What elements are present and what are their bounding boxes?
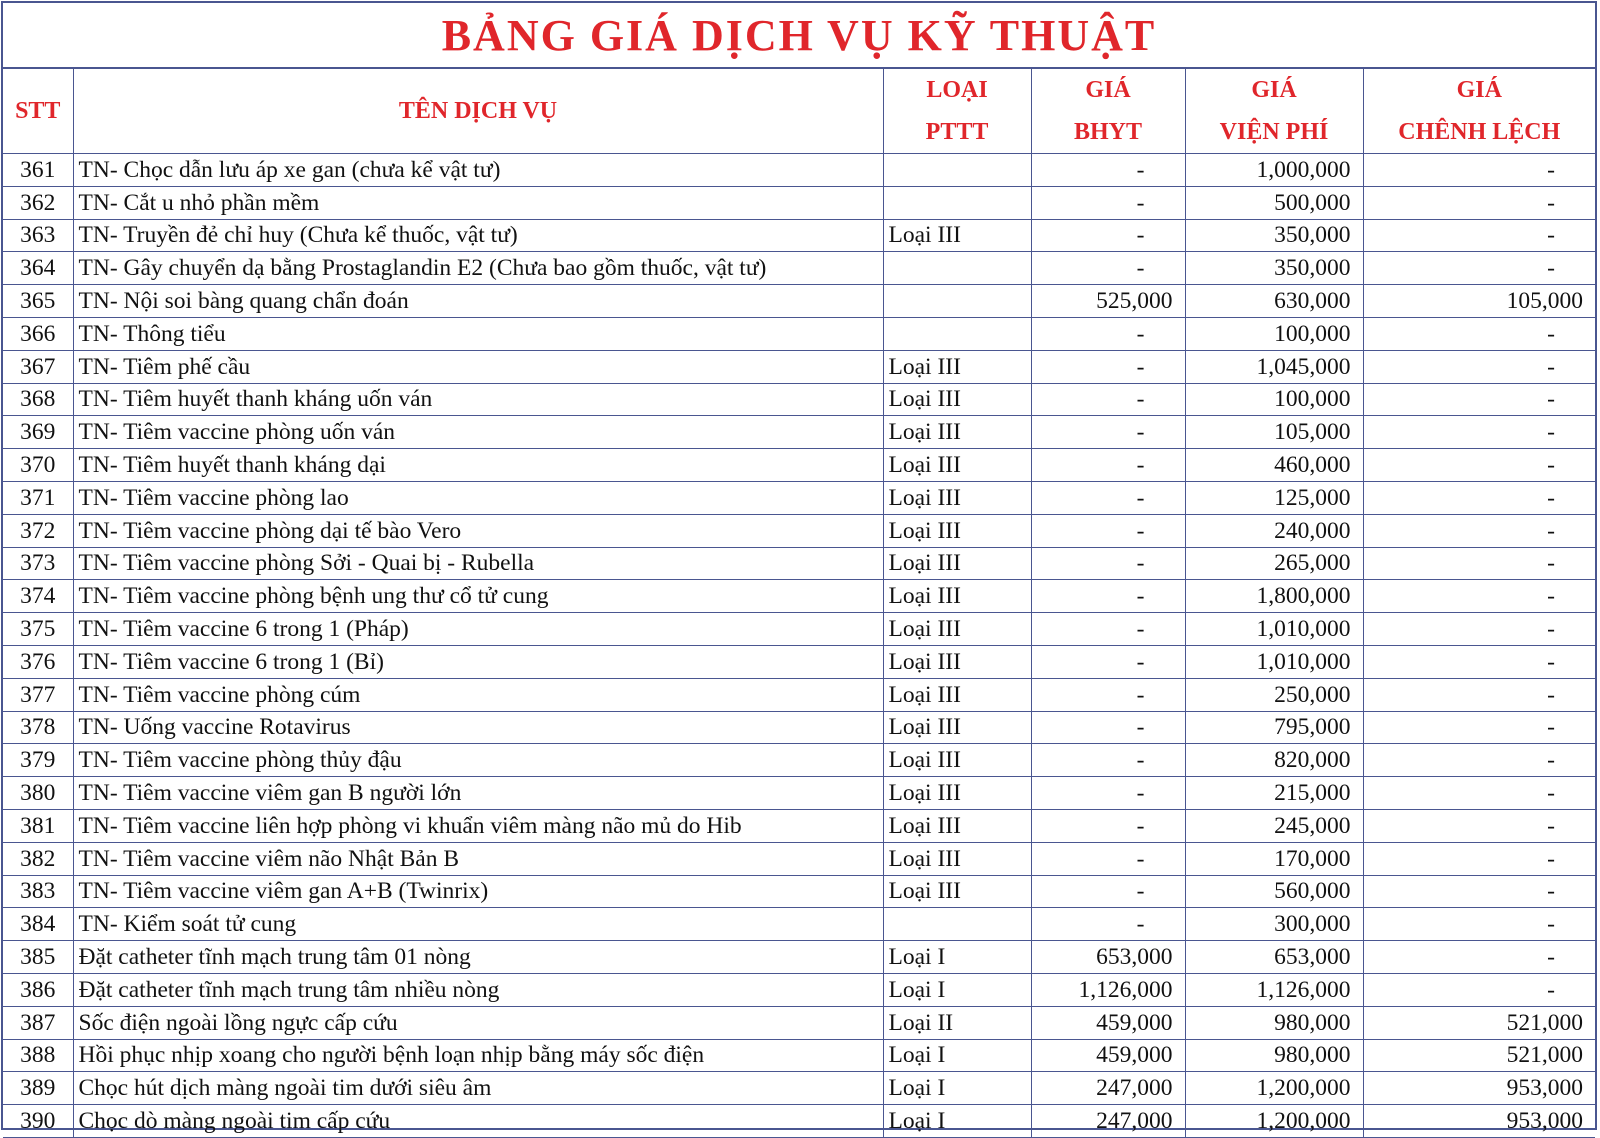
cell-service-name: TN- Tiêm vaccine 6 trong 1 (Pháp)	[73, 613, 883, 646]
cell-price-bhyt: 247,000	[1031, 1105, 1185, 1138]
cell-pttt-type: Loại III	[883, 580, 1031, 613]
cell-pttt-type	[883, 908, 1031, 941]
cell-stt: 384	[3, 908, 73, 941]
table-row	[3, 383, 1595, 416]
cell-stt: 379	[3, 744, 73, 777]
cell-stt: 364	[3, 252, 73, 285]
cell-stt: 390	[3, 1105, 73, 1138]
cell-price-chenhlech: 953,000	[1363, 1072, 1595, 1105]
cell-pttt-type: Loại III	[883, 383, 1031, 416]
cell-stt: 380	[3, 777, 73, 810]
table-row	[3, 875, 1595, 908]
cell-price-bhyt: -	[1031, 678, 1185, 711]
table-row	[3, 645, 1595, 678]
cell-stt: 385	[3, 941, 73, 974]
cell-price-vienphi: 350,000	[1185, 219, 1363, 252]
cell-service-name: TN- Kiểm soát tử cung	[73, 908, 883, 941]
cell-service-name: TN- Tiêm vaccine phòng cúm	[73, 678, 883, 711]
cell-price-bhyt: -	[1031, 219, 1185, 252]
table-row	[3, 481, 1595, 514]
cell-price-chenhlech: -	[1363, 744, 1595, 777]
cell-price-chenhlech: -	[1363, 973, 1595, 1006]
cell-service-name: TN- Tiêm vaccine phòng lao	[73, 481, 883, 514]
cell-price-chenhlech: -	[1363, 547, 1595, 580]
cell-price-bhyt: -	[1031, 580, 1185, 613]
cell-service-name: TN- Chọc dẫn lưu áp xe gan (chưa kể vật tư)	[73, 154, 883, 187]
cell-price-chenhlech: -	[1363, 941, 1595, 974]
cell-price-vienphi: 1,045,000	[1185, 350, 1363, 383]
page-title: BẢNG GIÁ DỊCH VỤ KỸ THUẬT	[3, 3, 1595, 69]
cell-service-name: TN- Tiêm vaccine phòng uốn ván	[73, 416, 883, 449]
header-type	[883, 69, 1031, 154]
cell-stt: 370	[3, 449, 73, 482]
table-row	[3, 1072, 1595, 1105]
cell-service-name: TN- Tiêm huyết thanh kháng dại	[73, 449, 883, 482]
table-row	[3, 908, 1595, 941]
cell-pttt-type: Loại III	[883, 416, 1031, 449]
cell-service-name: Hồi phục nhịp xoang cho người bệnh loạn nhịp bằng máy sốc điện	[73, 1039, 883, 1072]
cell-pttt-type: Loại III	[883, 449, 1031, 482]
cell-stt: 372	[3, 514, 73, 547]
cell-price-chenhlech: -	[1363, 350, 1595, 383]
table-row	[3, 1006, 1595, 1039]
cell-stt: 374	[3, 580, 73, 613]
header-vienphi-line1: GIÁ	[1251, 77, 1297, 103]
cell-price-vienphi: 125,000	[1185, 481, 1363, 514]
cell-price-vienphi: 795,000	[1185, 711, 1363, 744]
cell-stt: 375	[3, 613, 73, 646]
cell-price-bhyt: -	[1031, 842, 1185, 875]
cell-price-bhyt: -	[1031, 186, 1185, 219]
cell-service-name: TN- Tiêm vaccine phòng thủy đậu	[73, 744, 883, 777]
cell-stt: 368	[3, 383, 73, 416]
cell-service-name: TN- Tiêm vaccine viêm não Nhật Bản B	[73, 842, 883, 875]
cell-price-bhyt: -	[1031, 514, 1185, 547]
cell-price-bhyt: -	[1031, 350, 1185, 383]
header-chenhlech-line1: GIÁ	[1456, 77, 1502, 103]
cell-price-vienphi: 980,000	[1185, 1006, 1363, 1039]
cell-price-chenhlech: -	[1363, 875, 1595, 908]
table-row	[3, 580, 1595, 613]
cell-service-name: TN- Tiêm vaccine phòng Sởi - Quai bị - Rubella	[73, 547, 883, 580]
cell-price-chenhlech: 105,000	[1363, 285, 1595, 318]
cell-price-chenhlech: -	[1363, 481, 1595, 514]
cell-price-bhyt: -	[1031, 317, 1185, 350]
cell-pttt-type: Loại I	[883, 941, 1031, 974]
cell-price-bhyt: -	[1031, 481, 1185, 514]
table-row	[3, 973, 1595, 1006]
table-row	[3, 547, 1595, 580]
cell-price-vienphi: 350,000	[1185, 252, 1363, 285]
cell-price-vienphi: 250,000	[1185, 678, 1363, 711]
cell-price-chenhlech: -	[1363, 186, 1595, 219]
table-row	[3, 941, 1595, 974]
cell-pttt-type	[883, 186, 1031, 219]
cell-stt: 378	[3, 711, 73, 744]
cell-pttt-type: Loại III	[883, 645, 1031, 678]
header-bhyt	[1031, 69, 1185, 154]
cell-price-bhyt: -	[1031, 744, 1185, 777]
cell-price-chenhlech: -	[1363, 449, 1595, 482]
cell-price-vienphi: 630,000	[1185, 285, 1363, 318]
cell-stt: 373	[3, 547, 73, 580]
table-row	[3, 186, 1595, 219]
cell-price-bhyt: 459,000	[1031, 1006, 1185, 1039]
cell-price-bhyt: -	[1031, 875, 1185, 908]
cell-pttt-type: Loại III	[883, 613, 1031, 646]
table-row	[3, 285, 1595, 318]
cell-service-name: TN- Tiêm vaccine phòng bệnh ung thư cổ tử cung	[73, 580, 883, 613]
cell-price-chenhlech: -	[1363, 711, 1595, 744]
cell-stt: 366	[3, 317, 73, 350]
cell-service-name: Đặt catheter tĩnh mạch trung tâm 01 nòng	[73, 941, 883, 974]
cell-price-vienphi: 820,000	[1185, 744, 1363, 777]
table-row	[3, 809, 1595, 842]
table-row	[3, 1039, 1595, 1072]
cell-stt: 381	[3, 809, 73, 842]
cell-stt: 383	[3, 875, 73, 908]
cell-pttt-type: Loại III	[883, 842, 1031, 875]
cell-pttt-type: Loại I	[883, 1039, 1031, 1072]
cell-price-bhyt: 459,000	[1031, 1039, 1185, 1072]
header-chenhlech	[1363, 69, 1595, 154]
header-bhyt-line2: BHYT	[1073, 119, 1142, 145]
cell-service-name: Sốc điện ngoài lồng ngực cấp cứu	[73, 1006, 883, 1039]
header-bhyt-line1: GIÁ	[1085, 77, 1131, 103]
cell-service-name: TN- Tiêm vaccine liên hợp phòng vi khuẩn viêm màng não mủ do Hib	[73, 809, 883, 842]
cell-price-vienphi: 1,800,000	[1185, 580, 1363, 613]
cell-price-chenhlech: -	[1363, 317, 1595, 350]
cell-pttt-type: Loại III	[883, 875, 1031, 908]
cell-price-vienphi: 100,000	[1185, 317, 1363, 350]
cell-service-name: TN- Uống vaccine Rotavirus	[73, 711, 883, 744]
cell-price-chenhlech: -	[1363, 842, 1595, 875]
table-row	[3, 252, 1595, 285]
table-row	[3, 842, 1595, 875]
table-row	[3, 711, 1595, 744]
cell-price-chenhlech: -	[1363, 580, 1595, 613]
table-row	[3, 613, 1595, 646]
table-row	[3, 1105, 1595, 1138]
table-row	[3, 678, 1595, 711]
cell-price-vienphi: 1,010,000	[1185, 645, 1363, 678]
cell-stt: 362	[3, 186, 73, 219]
cell-service-name: Chọc hút dịch màng ngoài tim dưới siêu âm	[73, 1072, 883, 1105]
cell-price-chenhlech: -	[1363, 416, 1595, 449]
cell-pttt-type	[883, 252, 1031, 285]
cell-pttt-type: Loại III	[883, 711, 1031, 744]
cell-price-chenhlech: -	[1363, 678, 1595, 711]
cell-stt: 376	[3, 645, 73, 678]
cell-price-chenhlech: -	[1363, 252, 1595, 285]
cell-stt: 367	[3, 350, 73, 383]
cell-pttt-type: Loại III	[883, 219, 1031, 252]
cell-price-bhyt: -	[1031, 547, 1185, 580]
header-row	[3, 69, 1595, 154]
cell-stt: 363	[3, 219, 73, 252]
cell-price-vienphi: 1,010,000	[1185, 613, 1363, 646]
cell-stt: 361	[3, 154, 73, 187]
cell-price-vienphi: 265,000	[1185, 547, 1363, 580]
cell-price-bhyt: -	[1031, 383, 1185, 416]
cell-price-vienphi: 653,000	[1185, 941, 1363, 974]
cell-price-bhyt: 247,000	[1031, 1072, 1185, 1105]
cell-price-chenhlech: -	[1363, 777, 1595, 810]
table-row	[3, 416, 1595, 449]
header-stt: STT	[3, 69, 73, 154]
cell-service-name: TN- Nội soi bàng quang chẩn đoán	[73, 285, 883, 318]
cell-price-chenhlech: -	[1363, 383, 1595, 416]
header-name: TÊN DỊCH VỤ	[73, 69, 883, 154]
cell-price-chenhlech: -	[1363, 908, 1595, 941]
cell-service-name: TN- Gây chuyển dạ bằng Prostaglandin E2 (Chưa bao gồm thuốc, vật tư)	[73, 252, 883, 285]
cell-stt: 377	[3, 678, 73, 711]
cell-pttt-type: Loại I	[883, 1072, 1031, 1105]
table-row	[3, 449, 1595, 482]
cell-price-vienphi: 245,000	[1185, 809, 1363, 842]
price-table	[3, 69, 1595, 1138]
cell-service-name: TN- Truyền đẻ chỉ huy (Chưa kể thuốc, vật tư)	[73, 219, 883, 252]
cell-pttt-type: Loại III	[883, 547, 1031, 580]
cell-price-bhyt: 525,000	[1031, 285, 1185, 318]
cell-price-chenhlech: -	[1363, 219, 1595, 252]
cell-service-name: Chọc dò màng ngoài tim cấp cứu	[73, 1105, 883, 1138]
cell-price-bhyt: -	[1031, 645, 1185, 678]
cell-price-vienphi: 1,200,000	[1185, 1072, 1363, 1105]
cell-price-chenhlech: -	[1363, 809, 1595, 842]
cell-stt: 389	[3, 1072, 73, 1105]
table-row	[3, 219, 1595, 252]
header-type-line2: PTTT	[925, 119, 989, 145]
table-row	[3, 514, 1595, 547]
cell-stt: 369	[3, 416, 73, 449]
cell-pttt-type: Loại III	[883, 678, 1031, 711]
cell-price-chenhlech: -	[1363, 613, 1595, 646]
header-chenhlech-line2: CHÊNH LỆCH	[1398, 119, 1561, 145]
cell-price-vienphi: 460,000	[1185, 449, 1363, 482]
cell-stt: 382	[3, 842, 73, 875]
table-row	[3, 777, 1595, 810]
cell-price-vienphi: 500,000	[1185, 186, 1363, 219]
cell-price-bhyt: 1,126,000	[1031, 973, 1185, 1006]
price-sheet	[1, 1, 1597, 1134]
cell-price-bhyt: -	[1031, 416, 1185, 449]
header-type-line1: LOẠI	[926, 77, 988, 103]
cell-price-vienphi: 560,000	[1185, 875, 1363, 908]
cell-service-name: Đặt catheter tĩnh mạch trung tâm nhiều nòng	[73, 973, 883, 1006]
cell-price-bhyt: -	[1031, 613, 1185, 646]
cell-pttt-type: Loại III	[883, 809, 1031, 842]
table-row	[3, 317, 1595, 350]
cell-price-vienphi: 1,000,000	[1185, 154, 1363, 187]
cell-price-vienphi: 105,000	[1185, 416, 1363, 449]
header-vienphi-line2: VIỆN PHÍ	[1219, 119, 1329, 145]
cell-stt: 388	[3, 1039, 73, 1072]
cell-service-name: TN- Tiêm vaccine viêm gan A+B (Twinrix)	[73, 875, 883, 908]
cell-stt: 365	[3, 285, 73, 318]
cell-price-vienphi: 215,000	[1185, 777, 1363, 810]
cell-pttt-type: Loại I	[883, 973, 1031, 1006]
cell-service-name: TN- Thông tiểu	[73, 317, 883, 350]
cell-price-chenhlech: 521,000	[1363, 1039, 1595, 1072]
cell-pttt-type: Loại III	[883, 744, 1031, 777]
table-row	[3, 350, 1595, 383]
cell-price-bhyt: -	[1031, 809, 1185, 842]
cell-price-bhyt: -	[1031, 908, 1185, 941]
cell-service-name: TN- Tiêm vaccine phòng dại tế bào Vero	[73, 514, 883, 547]
cell-price-vienphi: 170,000	[1185, 842, 1363, 875]
cell-pttt-type: Loại III	[883, 350, 1031, 383]
cell-price-vienphi: 300,000	[1185, 908, 1363, 941]
cell-price-bhyt: 653,000	[1031, 941, 1185, 974]
cell-price-bhyt: -	[1031, 154, 1185, 187]
cell-price-vienphi: 980,000	[1185, 1039, 1363, 1072]
cell-pttt-type	[883, 154, 1031, 187]
cell-service-name: TN- Cắt u nhỏ phần mềm	[73, 186, 883, 219]
cell-stt: 386	[3, 973, 73, 1006]
cell-price-vienphi: 1,126,000	[1185, 973, 1363, 1006]
cell-price-vienphi: 1,200,000	[1185, 1105, 1363, 1138]
cell-service-name: TN- Tiêm vaccine 6 trong 1 (Bỉ)	[73, 645, 883, 678]
cell-price-chenhlech: 953,000	[1363, 1105, 1595, 1138]
cell-pttt-type: Loại III	[883, 481, 1031, 514]
cell-pttt-type: Loại I	[883, 1105, 1031, 1138]
cell-pttt-type: Loại II	[883, 1006, 1031, 1039]
cell-service-name: TN- Tiêm phế cầu	[73, 350, 883, 383]
cell-service-name: TN- Tiêm vaccine viêm gan B người lớn	[73, 777, 883, 810]
table-row	[3, 154, 1595, 187]
cell-pttt-type	[883, 317, 1031, 350]
cell-price-bhyt: -	[1031, 777, 1185, 810]
cell-price-chenhlech: 521,000	[1363, 1006, 1595, 1039]
cell-price-chenhlech: -	[1363, 514, 1595, 547]
cell-service-name: TN- Tiêm huyết thanh kháng uốn ván	[73, 383, 883, 416]
cell-pttt-type: Loại III	[883, 514, 1031, 547]
cell-price-bhyt: -	[1031, 711, 1185, 744]
cell-pttt-type: Loại III	[883, 777, 1031, 810]
cell-price-vienphi: 240,000	[1185, 514, 1363, 547]
cell-price-vienphi: 100,000	[1185, 383, 1363, 416]
cell-pttt-type	[883, 285, 1031, 318]
cell-stt: 371	[3, 481, 73, 514]
cell-price-bhyt: -	[1031, 252, 1185, 285]
cell-price-bhyt: -	[1031, 449, 1185, 482]
cell-stt: 387	[3, 1006, 73, 1039]
header-vienphi	[1185, 69, 1363, 154]
cell-price-chenhlech: -	[1363, 154, 1595, 187]
cell-price-chenhlech: -	[1363, 645, 1595, 678]
table-row	[3, 744, 1595, 777]
